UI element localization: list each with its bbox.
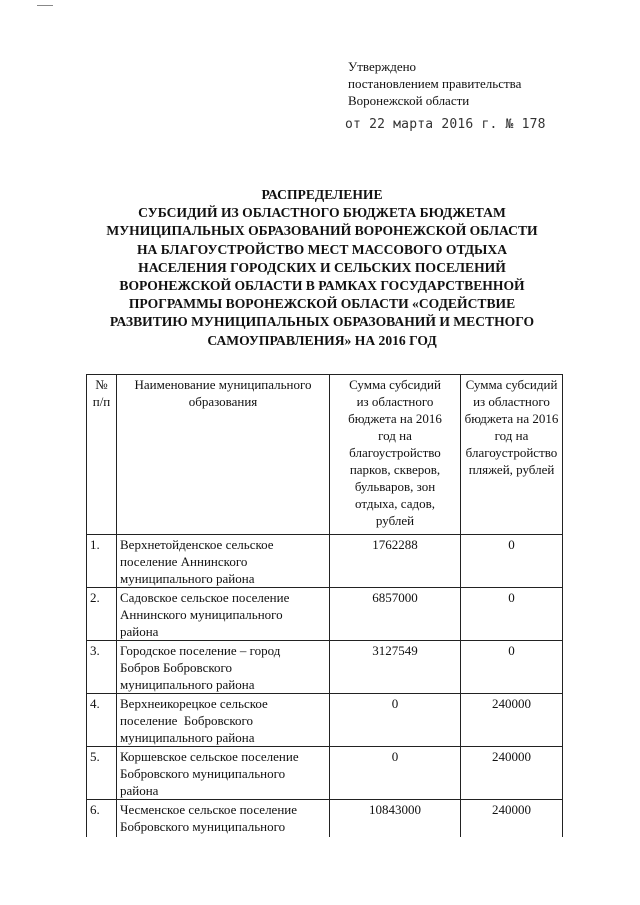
header-beaches — [461, 375, 563, 535]
row-parks-amount: 6857000 — [330, 588, 461, 641]
row-beaches-amount: 240000 — [461, 800, 563, 838]
row-name — [117, 694, 330, 747]
name-line: Чесменское сельское поселение — [120, 802, 298, 817]
subsidy-table — [86, 374, 563, 837]
header-line: п/п — [92, 394, 111, 409]
name-line: поселение Аннинского — [120, 554, 248, 569]
header-line: Сумма субсидий — [465, 377, 558, 392]
table-row — [87, 694, 563, 747]
table-row — [87, 641, 563, 694]
name-line: Садовское сельское поселение — [120, 590, 290, 605]
row-name — [117, 641, 330, 694]
name-line: муниципального района — [120, 677, 255, 692]
title-line: НА БЛАГОУСТРОЙСТВО МЕСТ МАССОВОГО ОТДЫХА — [136, 241, 508, 257]
header-line: благоустройство — [349, 445, 441, 460]
header-line: бульваров, зон — [354, 479, 436, 494]
title-line: ПРОГРАММЫ ВОРОНЕЖСКОЙ ОБЛАСТИ «СОДЕЙСТВИЕ — [128, 296, 516, 312]
name-line: Городское поселение – город — [120, 643, 281, 658]
header-line: год на — [378, 428, 412, 443]
document-title — [80, 186, 564, 350]
row-parks-amount: 3127549 — [330, 641, 461, 694]
row-name — [117, 535, 330, 588]
name-line: Верхнетойденское сельское — [120, 537, 274, 552]
row-beaches-amount: 240000 — [461, 747, 563, 800]
row-name — [117, 588, 330, 641]
title-line: МУНИЦИПАЛЬНЫХ ОБРАЗОВАНИЙ ВОРОНЕЖСКОЙ ОБЛАСТИ — [106, 223, 538, 239]
title-line: САМОУПРАВЛЕНИЯ» НА 2016 ГОД — [207, 332, 437, 348]
row-number: 4. — [87, 694, 117, 747]
name-line: Бобров Бобровского — [120, 660, 233, 675]
name-line: Коршевское сельское поселение — [120, 749, 299, 764]
header-line: образования — [188, 394, 258, 409]
title-line: РАСПРЕДЕЛЕНИЕ — [261, 187, 383, 202]
name-line: муниципального района — [120, 730, 255, 745]
header-line: Наименование муниципального — [134, 377, 312, 392]
table-row — [87, 747, 563, 800]
header-name — [117, 375, 330, 535]
row-number: 6. — [87, 800, 117, 838]
header-line: отдыха, садов, — [355, 496, 435, 511]
row-beaches-amount: 0 — [461, 641, 563, 694]
name-line: Бобровского муниципального — [120, 766, 286, 781]
header-line: бюджета на 2016 — [464, 411, 559, 426]
table-header-row — [87, 375, 563, 535]
table-row — [87, 535, 563, 588]
row-beaches-amount: 240000 — [461, 694, 563, 747]
header-line: рублей — [375, 513, 415, 528]
row-parks-amount: 10843000 — [330, 800, 461, 838]
date-number-stamp: от 22 марта 2016 г. № 178 — [345, 117, 546, 132]
header-parks — [330, 375, 461, 535]
name-line: Аннинского муниципального — [120, 607, 283, 622]
row-parks-amount: 0 — [330, 694, 461, 747]
table-row — [87, 800, 563, 838]
scan-corner-mark — [37, 5, 53, 6]
table-row — [87, 588, 563, 641]
title-line: ВОРОНЕЖСКОЙ ОБЛАСТИ В РАМКАХ ГОСУДАРСТВЕННОЙ — [119, 278, 525, 294]
title-line: НАСЕЛЕНИЯ ГОРОДСКИХ И СЕЛЬСКИХ ПОСЕЛЕНИЙ — [138, 259, 506, 275]
row-parks-amount: 0 — [330, 747, 461, 800]
row-number: 5. — [87, 747, 117, 800]
row-number: 1. — [87, 535, 117, 588]
name-line: Верхнеикорецкое сельское — [120, 696, 268, 711]
row-beaches-amount: 0 — [461, 535, 563, 588]
approval-line: Воронежской области — [348, 93, 470, 108]
header-line: из областного — [473, 394, 550, 409]
header-line: пляжей, рублей — [468, 462, 555, 477]
header-num — [87, 375, 117, 535]
name-line: района — [120, 783, 159, 798]
row-name — [117, 747, 330, 800]
row-number: 2. — [87, 588, 117, 641]
header-line: год на — [494, 428, 529, 443]
row-number: 3. — [87, 641, 117, 694]
name-line: района — [120, 624, 159, 639]
header-line: № — [95, 377, 108, 392]
header-line: благоустройство — [465, 445, 558, 460]
title-line: СУБСИДИЙ ИЗ ОБЛАСТНОГО БЮДЖЕТА БЮДЖЕТАМ — [138, 205, 506, 221]
header-line: Сумма субсидий — [349, 377, 441, 392]
name-line: поселение Бобровского — [120, 713, 253, 728]
row-beaches-amount: 0 — [461, 588, 563, 641]
approval-line: постановлением правительства — [348, 76, 522, 91]
header-line: парков, скверов, — [349, 462, 441, 477]
name-line: муниципального района — [120, 571, 255, 586]
header-line: из областного — [356, 394, 434, 409]
header-line: бюджета на 2016 — [348, 411, 442, 426]
name-line: Бобровского муниципального — [120, 819, 286, 834]
approval-block — [348, 58, 521, 109]
row-parks-amount: 1762288 — [330, 535, 461, 588]
title-line: РАЗВИТИЮ МУНИЦИПАЛЬНЫХ ОБРАЗОВАНИЙ И МЕСТНОГО — [109, 314, 535, 330]
approval-line: Утверждено — [348, 59, 417, 74]
row-name — [117, 800, 330, 838]
